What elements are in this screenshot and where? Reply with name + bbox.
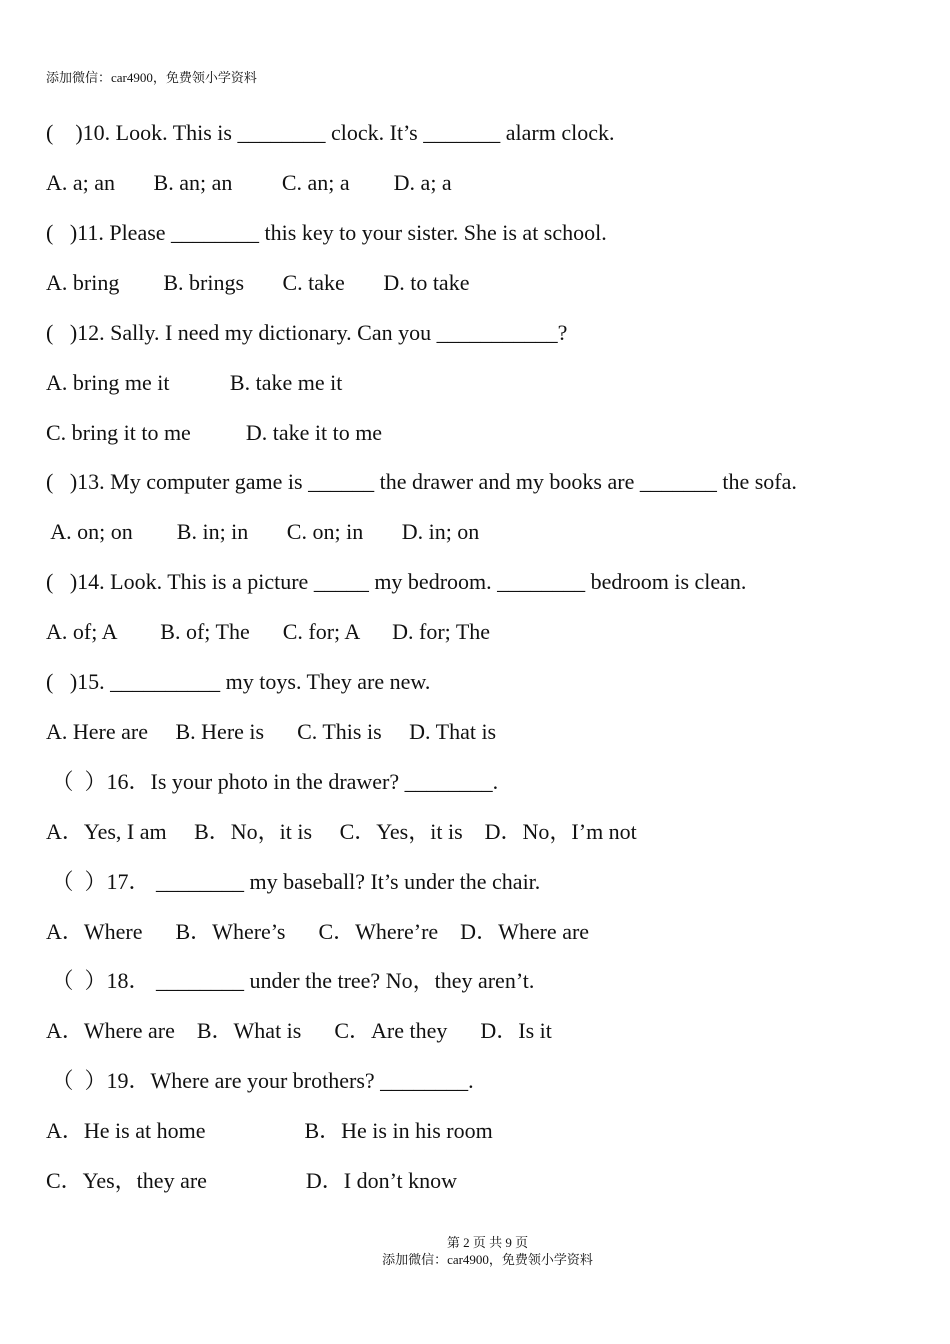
footer-note: 添加微信：car4900，免费领小学资料 — [382, 1252, 593, 1267]
question-11: ( )11. Please ________ this key to your sister. She is at school. — [46, 220, 607, 245]
question-14-options: A. of; A B. of; The C. for; A D. for; The — [46, 619, 491, 644]
question-18: （ ）18． ________ under the tree? No，they aren’t. — [46, 968, 535, 993]
page-number: 第 2 页 共 9 页 — [446, 1235, 529, 1250]
question-15: ( )15. __________ my toys. They are new. — [46, 669, 431, 694]
question-16-options: A．Yes, I am B．No，it is C．Yes，it is D．No，I’m not — [46, 819, 637, 844]
question-13-options: A. on; on B. in; in C. on; in D. in; on — [46, 519, 480, 544]
question-10: ( )10. Look. This is ________ clock. It’s _______ alarm clock. — [46, 120, 615, 145]
question-17-options: A．Where B．Where’s C．Where’re D．Where are — [46, 919, 590, 944]
question-19-options-ab: A．He is at home B．He is in his room — [46, 1118, 493, 1143]
header-note: 添加微信：car4900，免费领小学资料 — [46, 70, 257, 85]
question-12-options-cd: C. bring it to me D. take it to me — [46, 420, 383, 445]
question-12-options-ab: A. bring me it B. take me it — [46, 370, 343, 395]
question-15-options: A. Here are B. Here is C. This is D. That is — [46, 719, 497, 744]
question-14: ( )14. Look. This is a picture _____ my bedroom. ________ bedroom is clean. — [46, 569, 747, 594]
question-19-options-cd: C．Yes，they are D．I don’t know — [46, 1168, 458, 1193]
question-17: （ ）17． ________ my baseball? It’s under the chair. — [46, 869, 541, 894]
question-12: ( )12. Sally. I need my dictionary. Can you ___________? — [46, 320, 568, 345]
question-16: （ ）16．Is your photo in the drawer? ________. — [46, 769, 499, 794]
question-18-options: A．Where are B．What is C．Are they D．Is it — [46, 1018, 552, 1043]
question-13: ( )13. My computer game is ______ the drawer and my books are _______ the sofa. — [46, 469, 797, 494]
question-11-options: A. bring B. brings C. take D. to take — [46, 270, 470, 295]
question-19: （ ）19．Where are your brothers? ________. — [46, 1068, 474, 1093]
question-10-options: A. a; an B. an; an C. an; a D. a; a — [46, 170, 452, 195]
